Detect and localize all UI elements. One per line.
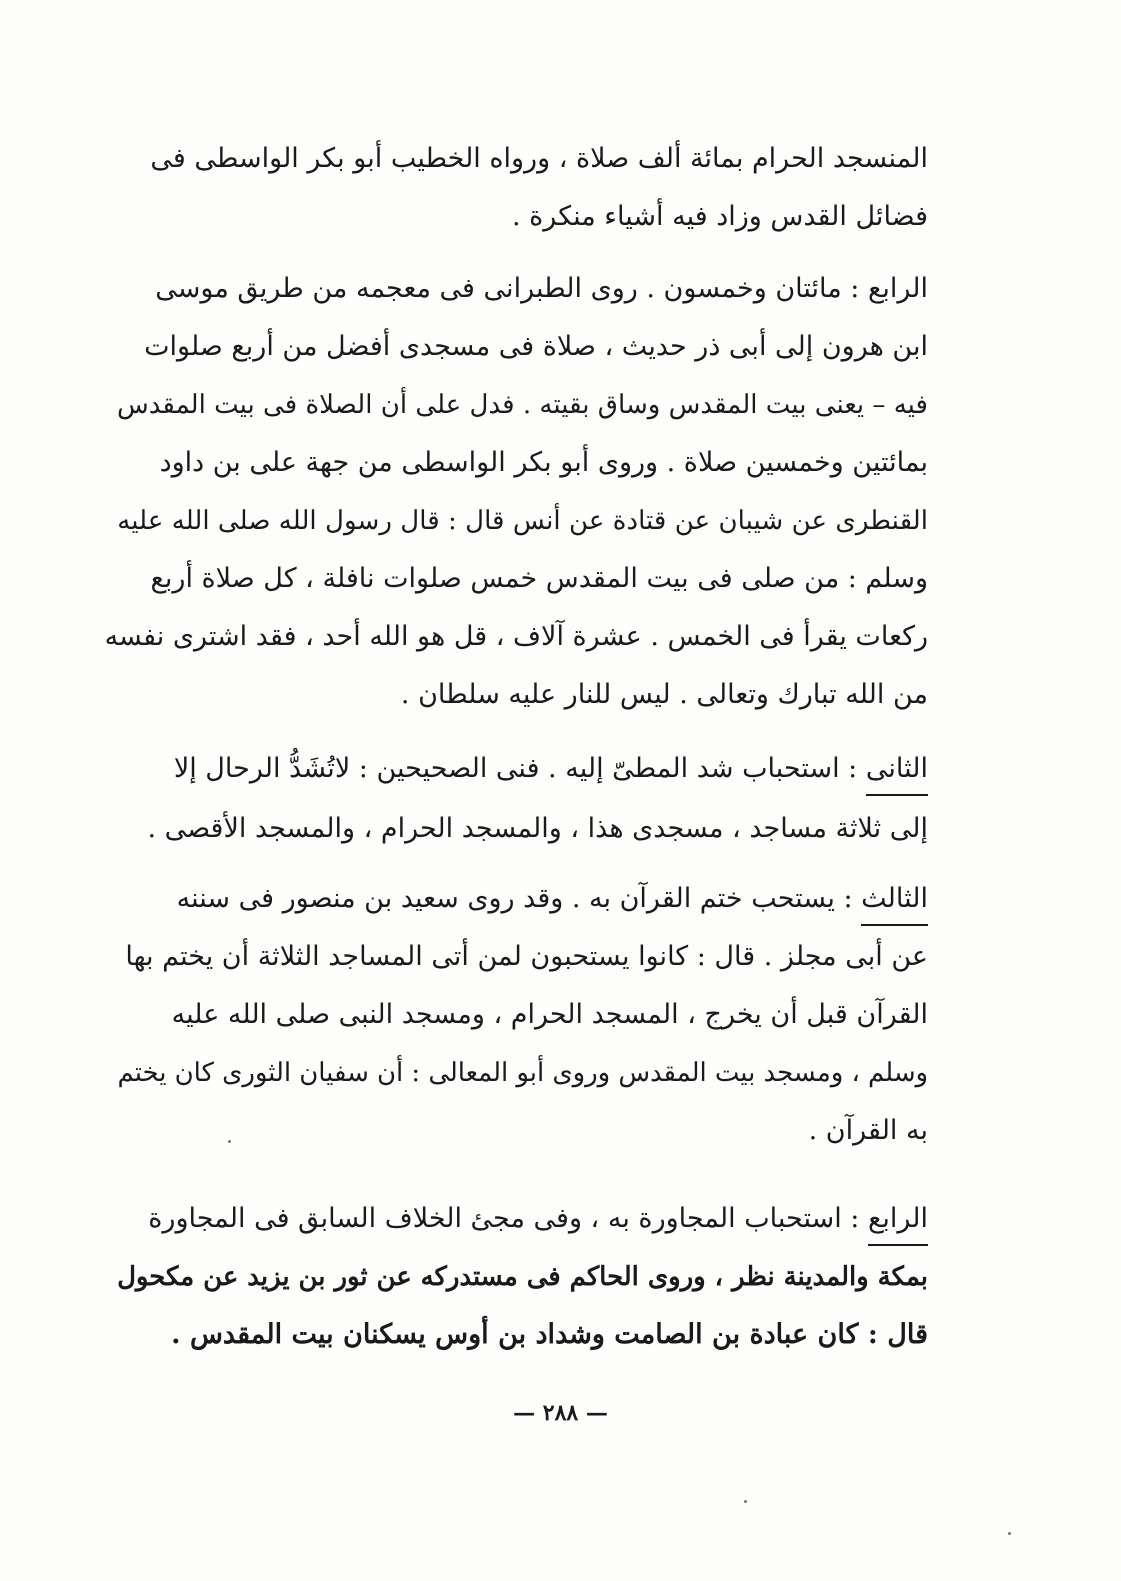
paragraph-continuation	[100, 130, 928, 246]
text-line: القرآن قبل أن يخرج ، المسجد الحرام ، ومسجد النبى صلى الله عليه	[171, 999, 928, 1030]
paragraph-third-section	[100, 870, 928, 1160]
text-line: به القرآن .	[808, 1115, 928, 1146]
text-line: بمائتين وخمسين صلاة . وروى أبو بكر الواسطى من جهة على بن داود	[159, 447, 928, 478]
text-line	[100, 740, 928, 798]
text-line: من الله تبارك وتعالى . ليس للنار عليه سلطان .	[400, 679, 928, 710]
text-line: ابن هرون إلى أبى ذر حديث ، صلاة فى مسجدى أفضل من أربع صلوات	[144, 331, 928, 362]
text-line: وسلم : من صلى فى بيت المقدس خمس صلوات نافلة ، كل صلاة أربع	[150, 563, 928, 594]
text-line: المنسجد الحرام بمائة ألف صلاة ، ورواه الخطيب أبو بكر الواسطى فى	[150, 143, 928, 174]
paragraph-fourth-virtue	[100, 260, 928, 724]
text-line: فيه – يعنى بيت المقدس وساق بقيته . فدل على أن الصلاة فى بيت المقدس	[116, 390, 928, 420]
text-line: إلى ثلاثة مساجد ، مسجدى هذا ، والمسجد الحرام ، والمسجد الأقصى .	[147, 813, 928, 844]
section-heading: الثالث	[861, 883, 928, 926]
section-heading: الرابع	[868, 1203, 928, 1246]
text-line: فضائل القدس وزاد فيه أشياء منكرة .	[512, 201, 928, 232]
paper-speck	[1008, 1532, 1011, 1535]
text-line: بمكة والمدينة نظر ، وروى الحاكم فى مستدركه عن ثور بن يزيد عن مكحول	[117, 1262, 928, 1292]
text-line: قال : كان عبادة بن الصامت وشداد بن أوس يسكنان بيت المقدس .	[171, 1319, 928, 1350]
text-line-rest: : استحباب المجاورة به ، وفى مجئ الخلاف السابق فى المجاورة	[148, 1203, 868, 1234]
paragraph-fourth-section	[100, 1190, 928, 1364]
text-line: القنطرى عن شيبان عن قتادة عن أنس قال : قال رسول الله صلى الله عليه	[117, 506, 928, 536]
text-line	[100, 1190, 928, 1248]
text-line: الرابع : مائتان وخمسون . روى الطبرانى فى معجمه من طريق موسى	[155, 273, 928, 304]
text-line: عن أبى مجلز . قال : كانوا يستحبون لمن أتى المساجد الثلاثة أن يختم بها	[125, 941, 928, 972]
paper-speck	[228, 1140, 231, 1143]
text-line: ركعات يقرأ فى الخمس . عشرة آلاف ، قل هو الله أحد ، فقد اشترى نفسه	[104, 621, 928, 652]
text-line: وسلم ، ومسجد بيت المقدس وروى أبو المعالى : أن سفيان الثورى كان يختم	[117, 1058, 928, 1088]
text-line	[100, 870, 928, 928]
paragraph-second-section-cont	[100, 800, 928, 858]
text-line-rest: : استحباب شد المطىّ إليه . فنى الصحيحين : لاتُشَدُّ الرحال إلا	[173, 753, 866, 784]
paper-speck	[744, 1500, 747, 1503]
section-heading: الثانى	[866, 753, 928, 796]
page-number: — ٢٨٨ —	[513, 1400, 608, 1426]
text-line-rest: : يستحب ختم القرآن به . وقد روى سعيد بن منصور فى سننه	[176, 883, 862, 914]
paragraph-second-section	[100, 740, 928, 798]
